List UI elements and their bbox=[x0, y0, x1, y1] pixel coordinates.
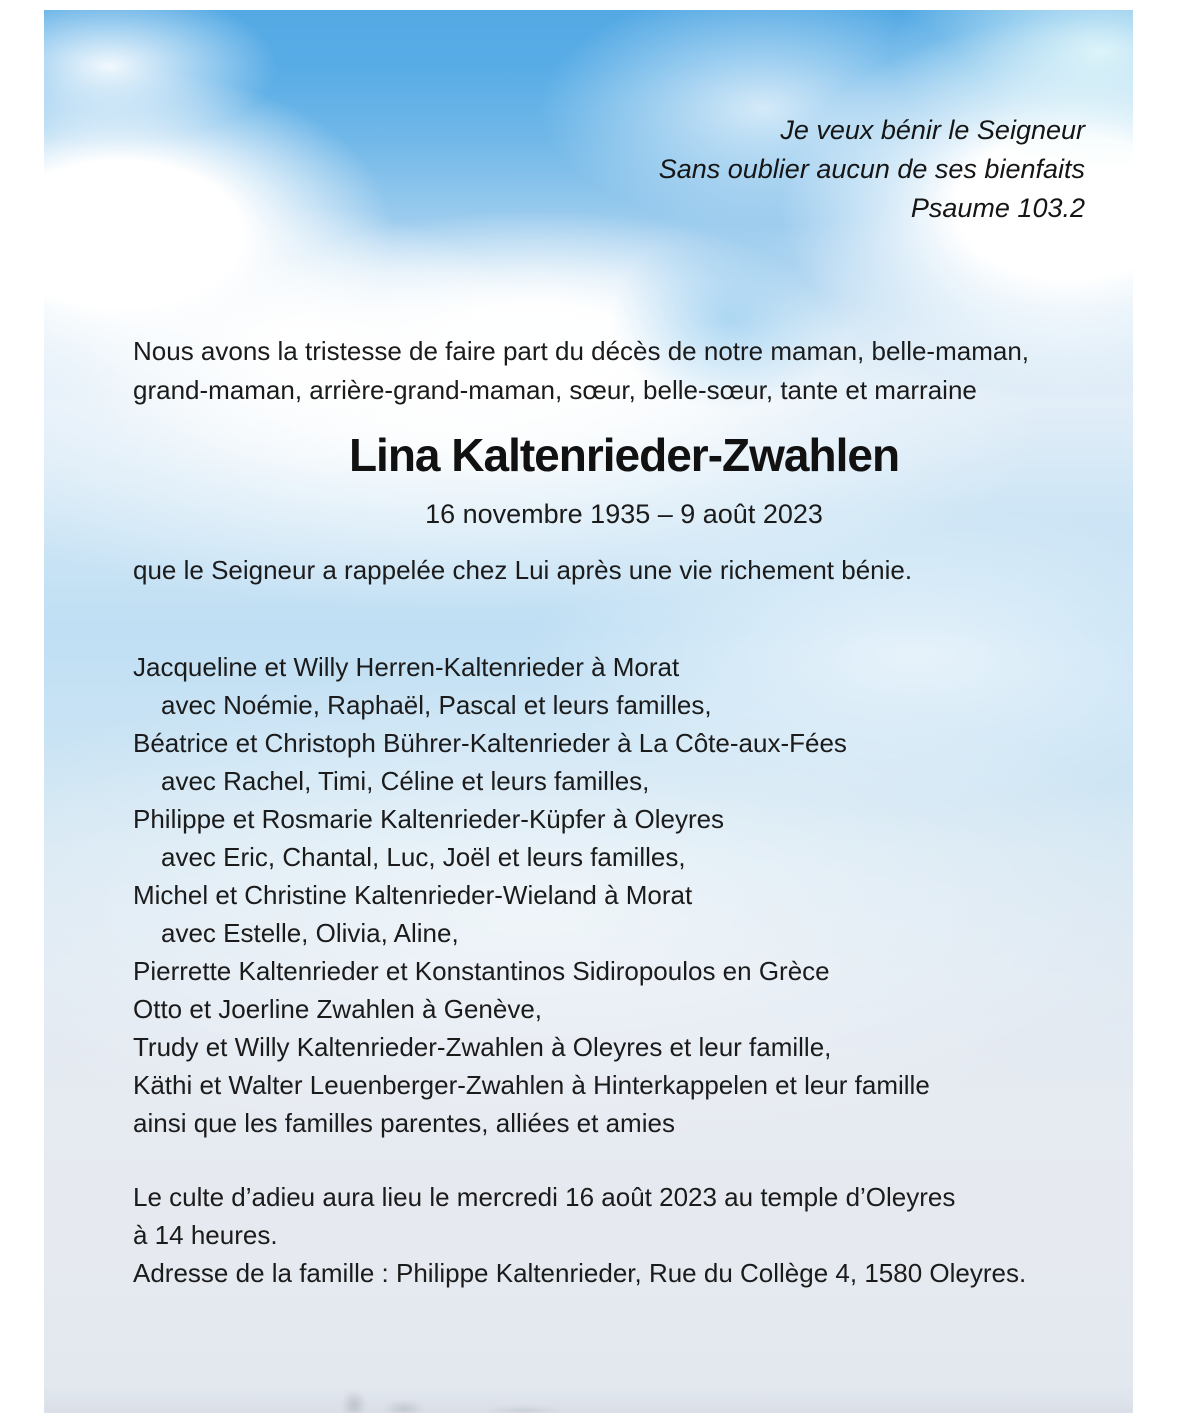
tree-silhouette-hint bbox=[44, 1387, 1133, 1413]
family-member-line: Pierrette Kaltenrieder et Konstantinos Sidiropoulos en Grèce bbox=[133, 956, 830, 986]
epigraph-quote-line: Sans oublier aucun de ses bienfaits bbox=[658, 154, 1085, 184]
ceremony-line: à 14 heures. bbox=[133, 1220, 278, 1250]
ceremony-line: Adresse de la famille : Philippe Kaltenrieder, Rue du Collège 4, 1580 Oleyres. bbox=[133, 1258, 1027, 1288]
announcement-paragraph bbox=[133, 332, 1029, 410]
deceased-dates: 16 novembre 1935 – 9 août 2023 bbox=[425, 499, 823, 529]
family-member-line: Michel et Christine Kaltenrieder-Wieland à Morat bbox=[133, 880, 693, 910]
ceremony-info bbox=[133, 1178, 1026, 1292]
sky-clouds-background bbox=[44, 10, 1133, 1413]
epigraph-reference: Psaume 103.2 bbox=[910, 193, 1085, 223]
obituary-content bbox=[133, 10, 1115, 1413]
family-member-line: ainsi que les familles parentes, alliées et amies bbox=[133, 1108, 675, 1138]
epigraph bbox=[659, 111, 1085, 228]
ceremony-line: Le culte d’adieu aura lieu le mercredi 16 août 2023 au temple d’Oleyres bbox=[133, 1182, 956, 1212]
family-member-line: Otto et Joerline Zwahlen à Genève, bbox=[133, 994, 543, 1024]
announcement-line: grand-maman, arrière-grand-maman, sœur, belle-sœur, tante et marraine bbox=[133, 375, 977, 405]
family-member-line: Jacqueline et Willy Herren-Kaltenrieder à Morat bbox=[133, 652, 680, 682]
family-member-line: Philippe et Rosmarie Kaltenrieder-Küpfer à Oleyres bbox=[133, 804, 725, 834]
deceased-name: Lina Kaltenrieder-Zwahlen bbox=[348, 429, 900, 481]
family-member-line: Trudy et Willy Kaltenrieder-Zwahlen à Oleyres et leur famille, bbox=[133, 1032, 832, 1062]
epigraph-quote-line: Je veux bénir le Seigneur bbox=[780, 115, 1085, 145]
family-member-line: avec Estelle, Olivia, Aline, bbox=[161, 918, 459, 948]
family-member-line: avec Noémie, Raphaël, Pascal et leurs familles, bbox=[161, 690, 712, 720]
family-member-line: Béatrice et Christoph Bührer-Kaltenrieder à La Côte-aux-Fées bbox=[133, 728, 847, 758]
family-member-line: avec Eric, Chantal, Luc, Joël et leurs familles, bbox=[161, 842, 686, 872]
tribute-line: que le Seigneur a rappelée chez Lui après une vie richement bénie. bbox=[133, 555, 913, 585]
family-member-line: avec Rachel, Timi, Céline et leurs familles, bbox=[161, 766, 650, 796]
family-member-line: Käthi et Walter Leuenberger-Zwahlen à Hinterkappelen et leur famille bbox=[133, 1070, 930, 1100]
announcement-line: Nous avons la tristesse de faire part du décès de notre maman, belle-maman, bbox=[133, 336, 1030, 366]
family-list bbox=[133, 648, 930, 1142]
